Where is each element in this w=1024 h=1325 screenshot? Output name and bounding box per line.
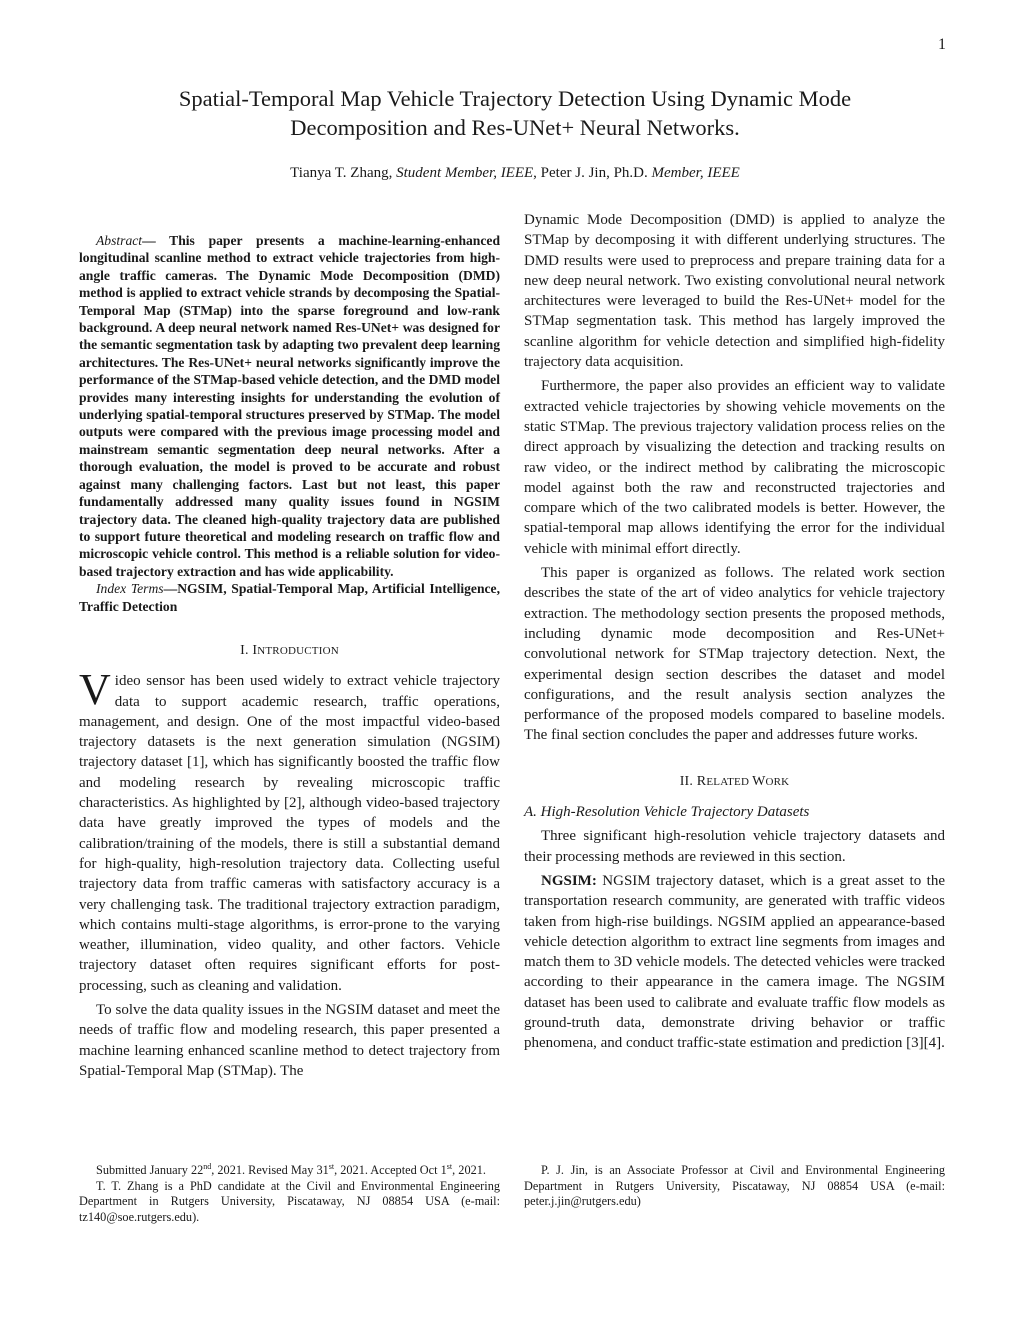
footnote-zhang: T. T. Zhang is a PhD candidate at the Civil and Environmental Engineering Department in Rutgers University, Piscataway, NJ 08854 USA (e-mail: tz140@soe.rutgers.edu). [79,1178,500,1224]
fn-submitted-a: Submitted January 22 [96,1163,204,1177]
author-2-name: , Peter J. Jin, Ph.D. [533,165,652,181]
section-1-numeral: I. I [240,642,258,658]
right-column [524,210,945,1054]
fn-submitted-b: , 2021. Revised May 31 [211,1163,329,1177]
left-column [79,232,500,1081]
footnotes-right [524,1163,945,1210]
abstract [79,232,500,580]
author-1-role: Student Member [396,165,494,181]
fn-sup-1: nd [203,1161,212,1171]
fn-sup-3: st [446,1161,453,1171]
footnote-submission [79,1163,500,1179]
intro-paragraph-4: This paper is organized as follows. The related work section describes the state of the art of video analytics for vehicle trajectory extraction. The methodology section presents the proposed methods, including dynamic mode decomposition and Res-UNet+ convolutional network for STMap trajectory detection. Next, the experimental design section describes the dataset and model configurations, and the result analysis section analyzes the performance of the proposed models compared to baseline models. The final section concludes the paper and addresses future works. [524,565,945,744]
paper-title-line-1: Spatial-Temporal Map Vehicle Trajectory Detection Using Dynamic Mode [178,86,852,111]
author-2-role: Member [651,165,700,181]
intro-paragraph-2-continued: Dynamic Mode Decomposition (DMD) is applied to analyze the STMap by decomposing it with different underlying structures. The DMD results were used to preprocess and prepare training data for a new deep neural network. Two existing convolutional neural network architectures were leveraged to build the Res-UNet+ model for the STMap segmentation task. This method has largely improved the scanline algorithm for vehicle detection and simplified high-fidelity trajectory data acquisition. [524,212,945,371]
page-number: 1 [938,36,946,53]
author-1-org: , IEEE [493,165,534,181]
fn-sup-2: st [328,1161,335,1171]
intro-paragraph-3: Furthermore, the paper also provides an efficient way to validate extracted vehicle trajectories by showing vehicle movements on the static STMap. The previous trajectory validation process relies on the direct approach by visualizing the detection and tracking results on raw video, or the indirect method by calibrating the microscopic model against both the raw and reconstructed trajectories and compare which of the two calibrated models is better. However, the spatial-temporal map allows identifying the error for the individual vehicle with minimal effort directly. [524,378,945,557]
ngsim-label: NGSIM: [541,872,597,889]
footnote-jin: P. J. Jin, is an Associate Professor at Civil and Environmental Engineering Department in Rutgers University, Piscataway, NJ 08854 USA (e-mail: peter.j.jin@rutgers.edu) [524,1163,945,1208]
paper-title [120,84,910,142]
section-2-title-rest: ORK [765,775,790,788]
section-heading-related-work [524,772,945,792]
section-1-title: NTRODUCTION [257,644,339,657]
index-terms-label: Index Terms [96,581,164,597]
section-2-numeral: II. R [679,773,707,789]
intro-paragraph-2: To solve the data quality issues in the NGSIM dataset and meet the needs of traffic flow and modeling research, this paper presented a machine learning enhanced scanline method to detect trajectory from Spatial-Temporal Map (STMap). The [79,1001,500,1079]
index-terms-text: —NGSIM, Spatial-Temporal Map, Artificial Intelligence, Traffic Detection [79,581,500,614]
ngsim-paragraph [524,871,945,1054]
paper-title-line-2: Decomposition and Res-UNet+ Neural Networks. [290,115,740,140]
related-work-paragraph-1: Three significant high-resolution vehicle trajectory datasets and their processing methods are reviewed in this section. [524,828,945,865]
intro-paragraph-1 [79,665,500,996]
fn-submitted-d: , 2021. [452,1163,486,1177]
abstract-label: Abstract [96,233,143,248]
section-heading-introduction [79,641,500,661]
intro-paragraph-1-text: ideo sensor has been used widely to extract vehicle trajectory data to support academic research, traffic operations, management, and design. One of the most impactful video-based trajectory datasets is the next generation simulation (NGSIM) trajectory dataset [1], which has significantly boosted the traffic flow and modeling research by revealing microscopic traffic characteristics. As highlighted by [2], although video-based trajectory data have greatly improved the types of models and the calibration/training of the models, there is still a substantial demand for high-quality, high-resolution trajectory data. Collecting useful trajectory data from traffic cameras with satisfactory accuracy is a very challenging task. The traditional trajectory extraction paradigm, which contains multi-stage algorithms, is error-prone to the varying weather, illumination, video quality, and other factors. Vehicle trajectory dataset often requires significant efforts for post-processing, such as cleaning and validation. [79,673,500,994]
author-line [120,165,910,182]
abstract-text: — This paper presents a machine-learning-enhanced longitudinal scanline method to extract vehicle trajectories from high-angle traffic cameras. The Dynamic Mode Decomposition (DMD) method is applied to extract vehicle strands by decomposing the Spatial-Temporal Map (STMap) into the sparse foreground and low-rank background. A deep neural network named Res-UNet+ was designed for the semantic segmentation task by adapting two prevalent deep learning architectures. The Res-UNet+ neural networks significantly improve the performance of the STMap-based vehicle detection, and the DMD model provides many interesting insights for understanding the evolution of underlying spatial-temporal structures preserved by STMap. The model outputs were compared with the previous image processing model and mainstream semantic segmentation deep neural networks. After a thorough evaluation, the model is proved to be accurate and robust against many challenging factors. Last but not least, this paper fundamentally addressed many quality issues found in NGSIM trajectory data. The cleaned high-quality trajectory data are published to support future theoretical and modeling research on traffic flow and microscopic vehicle control. This method is a reliable solution for video-based trajectory extraction and has wide applicability. [79,233,500,579]
drop-cap: V [79,665,111,715]
fn-submitted-c: , 2021. Accepted Oct 1 [334,1163,447,1177]
section-2-title-mid: ELATED [706,775,753,788]
subsection-heading-a: A. High-Resolution Vehicle Trajectory Datasets [524,804,810,821]
ngsim-text: NGSIM trajectory dataset, which is a great asset to the transportation research community, are generated with traffic videos taken from high-rise buildings. NGSIM applied an appearance-based vehicle detection algorithm to extract line segments from images and match them to 3D vehicle models. The detected vehicles were tracked according to their appearance in the camera image. The NGSIM dataset has been used to calibrate and evaluate traffic flow models as ground-truth data, demonstrate driving behavior or traffic phenomena, and conduct traffic-state estimation and prediction [3][4]. [524,872,945,1052]
author-2-org: , IEEE [699,165,740,181]
index-terms [79,580,500,615]
author-1-name: Tianya T. Zhang, [290,165,397,181]
footnotes-left [79,1163,500,1225]
section-2-title-w: W [752,773,766,789]
